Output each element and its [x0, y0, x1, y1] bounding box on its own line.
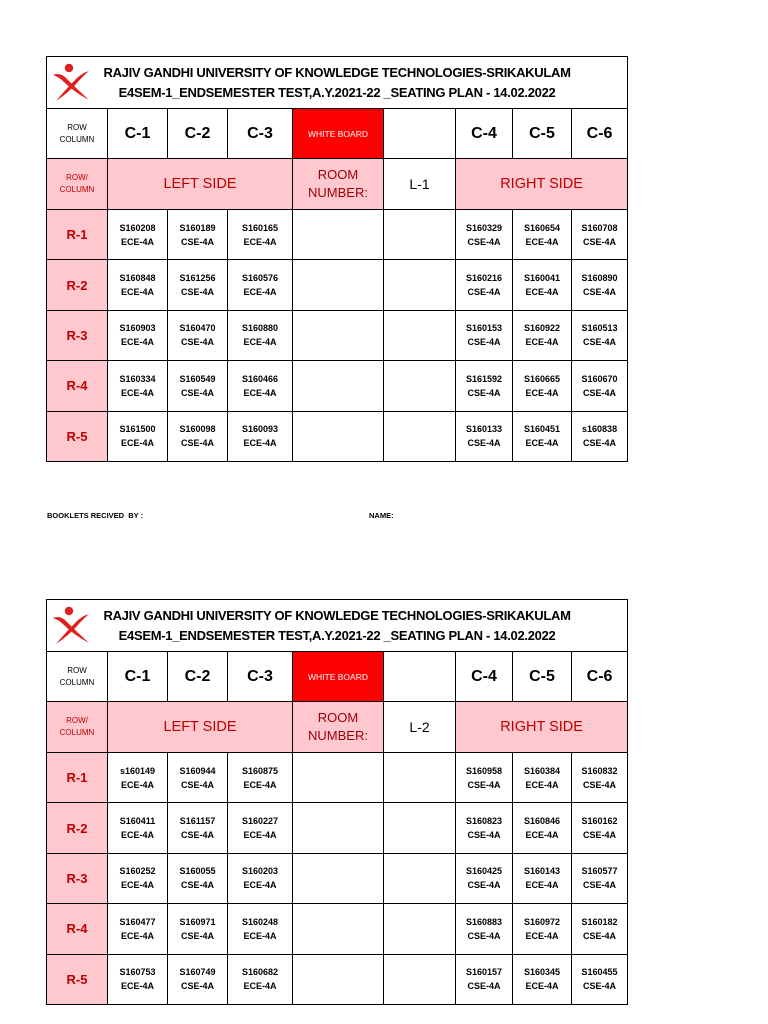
row-column-corner — [47, 652, 108, 702]
row-label: R-4 — [47, 361, 108, 411]
student-id: S160513 — [581, 323, 618, 334]
seat-cell — [168, 904, 228, 954]
empty-cell — [293, 310, 384, 360]
seat-cell — [513, 753, 572, 803]
seat-cell — [108, 361, 168, 411]
student-branch: ECE-4A — [120, 236, 154, 247]
seat-cell — [108, 904, 168, 954]
seat-cell — [228, 954, 293, 1004]
student-branch: ECE-4A — [243, 236, 277, 247]
seat-cell — [168, 361, 228, 411]
student-branch: ECE-4A — [120, 337, 154, 348]
seat-cell — [572, 954, 628, 1004]
university-logo-icon — [52, 62, 90, 102]
left-side-label: LEFT SIDE — [108, 159, 293, 210]
seat-cell — [108, 853, 168, 903]
column-header: C-2 — [168, 652, 228, 702]
student-id: S160203 — [241, 866, 279, 877]
student-id: S160345 — [523, 967, 561, 978]
seat-cell — [456, 954, 513, 1004]
seat-cell — [572, 753, 628, 803]
column-header: C-4 — [456, 109, 513, 159]
student-branch: ECE-4A — [243, 337, 277, 348]
column-header: C-3 — [228, 652, 293, 702]
seat-cell — [572, 260, 628, 310]
number-text: NUMBER: — [308, 728, 368, 743]
student-id: S160157 — [465, 967, 503, 978]
seat-cell — [228, 753, 293, 803]
student-branch: CSE-4A — [583, 236, 617, 247]
column-header: C-2 — [168, 109, 228, 159]
title-row — [47, 600, 628, 652]
student-id: S160577 — [581, 866, 618, 877]
student-id: S160549 — [179, 373, 216, 384]
seat-cell — [572, 361, 628, 411]
aisle-cell — [384, 109, 456, 159]
seat-cell — [108, 803, 168, 853]
student-branch: CSE-4A — [467, 337, 501, 348]
student-branch: CSE-4A — [467, 236, 501, 247]
row-text: ROW — [67, 122, 87, 132]
student-branch: CSE-4A — [467, 287, 501, 298]
student-id: S160143 — [523, 866, 561, 877]
empty-cell — [293, 803, 384, 853]
seat-cell — [228, 310, 293, 360]
student-id: S161157 — [179, 816, 216, 827]
seat-cell — [456, 310, 513, 360]
student-branch: CSE-4A — [180, 236, 214, 247]
seat-cell — [456, 260, 513, 310]
seating-plan-table — [46, 599, 628, 1005]
right-side-label: RIGHT SIDE — [456, 702, 628, 753]
student-id: S160165 — [241, 222, 279, 233]
student-id: S160216 — [465, 273, 503, 284]
student-branch: ECE-4A — [525, 438, 559, 449]
column-header: C-6 — [572, 652, 628, 702]
seat-cell — [456, 753, 513, 803]
student-branch: ECE-4A — [120, 387, 154, 398]
student-branch: CSE-4A — [583, 930, 617, 941]
student-branch: CSE-4A — [467, 387, 501, 398]
seat-cell — [168, 411, 228, 461]
student-id: S160753 — [119, 967, 156, 978]
room-number-label — [293, 159, 384, 210]
seat-cell — [108, 753, 168, 803]
student-id: S160189 — [179, 222, 216, 233]
row-column-corner — [47, 159, 108, 210]
row-column-corner — [47, 109, 108, 159]
empty-cell — [293, 954, 384, 1004]
student-branch: CSE-4A — [467, 779, 501, 790]
student-branch: CSE-4A — [180, 981, 214, 992]
seat-cell — [456, 210, 513, 260]
student-branch: ECE-4A — [525, 387, 559, 398]
row-label: R-3 — [47, 310, 108, 360]
seat-row — [47, 904, 628, 954]
number-text: NUMBER: — [308, 185, 368, 200]
seat-row — [47, 853, 628, 903]
student-id: S161592 — [465, 373, 503, 384]
column-header: C-6 — [572, 109, 628, 159]
student-branch: ECE-4A — [120, 779, 154, 790]
column-header-row — [47, 652, 628, 702]
empty-cell — [293, 411, 384, 461]
empty-cell — [384, 853, 456, 903]
student-branch: ECE-4A — [243, 981, 277, 992]
seat-cell — [168, 954, 228, 1004]
empty-cell — [293, 753, 384, 803]
seat-cell — [228, 803, 293, 853]
seat-cell — [513, 411, 572, 461]
university-logo-icon — [52, 605, 90, 645]
student-id: S160055 — [179, 866, 216, 877]
seat-cell — [168, 210, 228, 260]
student-branch: CSE-4A — [180, 779, 214, 790]
room-text: ROOM — [317, 710, 359, 725]
column-header: C-1 — [108, 109, 168, 159]
column-header: C-5 — [513, 652, 572, 702]
row-label: R-2 — [47, 803, 108, 853]
room-text: ROOM — [317, 167, 359, 182]
empty-cell — [293, 210, 384, 260]
student-id: s160838 — [582, 424, 618, 435]
student-branch: ECE-4A — [243, 779, 277, 790]
seat-cell — [228, 904, 293, 954]
student-id: S160329 — [465, 222, 503, 233]
empty-cell — [384, 803, 456, 853]
seat-cell — [228, 853, 293, 903]
exam-title: E4SEM-1_ENDSEMESTER TEST,A.Y.2021-22 _SEATING PLAN - 14.02.2022 — [118, 85, 556, 100]
student-id: S160182 — [581, 916, 618, 927]
column-text: COLUMN — [59, 677, 95, 687]
student-id: S160248 — [241, 916, 279, 927]
student-id: S161256 — [179, 273, 216, 284]
student-branch: ECE-4A — [120, 438, 154, 449]
student-branch: CSE-4A — [583, 779, 617, 790]
seat-cell — [513, 260, 572, 310]
seating-plan-table — [46, 56, 628, 462]
seat-cell — [108, 210, 168, 260]
column-header: C-3 — [228, 109, 293, 159]
empty-cell — [384, 954, 456, 1004]
seat-cell — [228, 260, 293, 310]
room-number-label — [293, 702, 384, 753]
seat-cell — [456, 361, 513, 411]
student-id: S160846 — [523, 816, 561, 827]
student-branch: CSE-4A — [583, 337, 617, 348]
column-text: COLUMN — [59, 728, 95, 737]
room-number-value: L-2 — [384, 702, 456, 753]
seat-cell — [513, 210, 572, 260]
row-text: ROW/ — [66, 173, 88, 182]
student-branch: CSE-4A — [180, 880, 214, 891]
name-label: NAME: — [369, 511, 394, 520]
seat-cell — [108, 310, 168, 360]
row-text: ROW — [67, 665, 87, 675]
student-branch: CSE-4A — [180, 337, 214, 348]
student-id: S160425 — [465, 866, 503, 877]
student-branch: ECE-4A — [243, 287, 277, 298]
empty-cell — [384, 310, 456, 360]
student-id: S160477 — [119, 916, 156, 927]
row-label: R-1 — [47, 753, 108, 803]
seat-cell — [456, 904, 513, 954]
column-text: COLUMN — [59, 134, 95, 144]
student-branch: ECE-4A — [120, 930, 154, 941]
row-label: R-2 — [47, 260, 108, 310]
student-id: S160665 — [523, 373, 561, 384]
student-id: S160451 — [523, 424, 561, 435]
empty-cell — [384, 904, 456, 954]
white-board-cell: WHITE BOARD — [293, 109, 384, 159]
student-id: S160972 — [523, 916, 561, 927]
seat-cell — [572, 210, 628, 260]
student-branch: CSE-4A — [467, 930, 501, 941]
column-header-row — [47, 109, 628, 159]
student-id: S160883 — [465, 916, 503, 927]
seat-cell — [513, 803, 572, 853]
student-branch: ECE-4A — [120, 287, 154, 298]
student-id: S160890 — [581, 273, 618, 284]
aisle-cell — [384, 652, 456, 702]
seat-cell — [572, 853, 628, 903]
seat-cell — [168, 853, 228, 903]
seat-row — [47, 954, 628, 1004]
student-id: S160098 — [179, 424, 216, 435]
student-branch: ECE-4A — [525, 930, 559, 941]
left-side-label: LEFT SIDE — [108, 702, 293, 753]
seat-cell — [228, 210, 293, 260]
title-row — [47, 57, 628, 109]
seat-cell — [168, 260, 228, 310]
student-id: S160922 — [523, 323, 561, 334]
student-id: S160654 — [523, 222, 561, 233]
student-branch: CSE-4A — [583, 387, 617, 398]
student-id: S160682 — [241, 967, 279, 978]
seat-row — [47, 361, 628, 411]
student-id: S160384 — [523, 765, 561, 776]
empty-cell — [384, 260, 456, 310]
student-id: S160823 — [465, 816, 503, 827]
seat-cell — [168, 310, 228, 360]
student-id: S160958 — [465, 765, 503, 776]
title-cell — [47, 600, 628, 652]
seat-cell — [513, 904, 572, 954]
student-id: S160227 — [241, 816, 279, 827]
student-branch: CSE-4A — [467, 438, 501, 449]
empty-cell — [384, 411, 456, 461]
student-branch: CSE-4A — [467, 981, 501, 992]
student-branch: ECE-4A — [243, 930, 277, 941]
seat-cell — [228, 361, 293, 411]
seat-cell — [513, 954, 572, 1004]
row-label: R-3 — [47, 853, 108, 903]
seat-row — [47, 260, 628, 310]
student-branch: CSE-4A — [180, 930, 214, 941]
student-branch: ECE-4A — [525, 779, 559, 790]
column-text: COLUMN — [59, 185, 95, 194]
student-branch: CSE-4A — [583, 981, 617, 992]
student-id: S160093 — [241, 424, 279, 435]
student-branch: CSE-4A — [180, 287, 214, 298]
empty-cell — [293, 361, 384, 411]
empty-cell — [293, 904, 384, 954]
student-id: S160903 — [119, 323, 156, 334]
student-branch: ECE-4A — [525, 880, 559, 891]
seat-cell — [456, 853, 513, 903]
row-column-corner — [47, 702, 108, 753]
empty-cell — [384, 753, 456, 803]
booklets-received-by-label: BOOKLETS RECIVED BY : — [47, 511, 144, 520]
seat-cell — [108, 260, 168, 310]
student-id: S160848 — [119, 273, 156, 284]
student-branch: ECE-4A — [525, 287, 559, 298]
student-id: S160411 — [119, 816, 156, 827]
seat-row — [47, 803, 628, 853]
seat-row — [47, 310, 628, 360]
university-name: RAJIV GANDHI UNIVERSITY OF KNOWLEDGE TECHNOLOGIES-SRIKAKULAM — [103, 608, 571, 623]
white-board-cell: WHITE BOARD — [293, 652, 384, 702]
student-id: S160749 — [179, 967, 216, 978]
seat-cell — [456, 803, 513, 853]
student-id: S160455 — [581, 967, 618, 978]
empty-cell — [384, 210, 456, 260]
student-branch: ECE-4A — [243, 438, 277, 449]
seat-cell — [108, 954, 168, 1004]
seat-cell — [168, 753, 228, 803]
column-header: C-5 — [513, 109, 572, 159]
seat-cell — [513, 361, 572, 411]
seat-cell — [168, 803, 228, 853]
student-branch: CSE-4A — [583, 438, 617, 449]
seat-cell — [572, 904, 628, 954]
student-id: S160832 — [581, 765, 618, 776]
student-branch: ECE-4A — [243, 830, 277, 841]
student-branch: CSE-4A — [583, 830, 617, 841]
student-id: S161500 — [119, 424, 156, 435]
student-branch: ECE-4A — [120, 880, 154, 891]
seat-row — [47, 753, 628, 803]
seat-cell — [513, 310, 572, 360]
student-id: S160944 — [179, 765, 216, 776]
student-branch: ECE-4A — [243, 880, 277, 891]
student-id: S160466 — [241, 373, 279, 384]
student-branch: ECE-4A — [243, 387, 277, 398]
seat-cell — [456, 411, 513, 461]
student-id: S160670 — [581, 373, 618, 384]
student-id: S160252 — [119, 866, 156, 877]
student-branch: CSE-4A — [467, 880, 501, 891]
column-header: C-4 — [456, 652, 513, 702]
student-id: s160149 — [119, 765, 156, 776]
student-branch: CSE-4A — [583, 287, 617, 298]
row-label: R-5 — [47, 954, 108, 1004]
student-branch: CSE-4A — [180, 387, 214, 398]
row-label: R-5 — [47, 411, 108, 461]
university-name: RAJIV GANDHI UNIVERSITY OF KNOWLEDGE TECHNOLOGIES-SRIKAKULAM — [103, 65, 571, 80]
student-id: S160041 — [523, 273, 561, 284]
student-id: S160153 — [465, 323, 503, 334]
student-branch: CSE-4A — [180, 830, 214, 841]
student-id: S160880 — [241, 323, 279, 334]
side-label-row — [47, 159, 628, 210]
student-branch: ECE-4A — [525, 236, 559, 247]
seat-cell — [108, 411, 168, 461]
column-header: C-1 — [108, 652, 168, 702]
exam-title: E4SEM-1_ENDSEMESTER TEST,A.Y.2021-22 _SEATING PLAN - 14.02.2022 — [118, 628, 556, 643]
side-label-row — [47, 702, 628, 753]
student-id: S160576 — [241, 273, 279, 284]
row-label: R-1 — [47, 210, 108, 260]
student-id: S160875 — [241, 765, 279, 776]
student-id: S160208 — [119, 222, 156, 233]
student-branch: CSE-4A — [583, 880, 617, 891]
student-id: S160971 — [179, 916, 216, 927]
row-text: ROW/ — [66, 716, 88, 725]
empty-cell — [293, 260, 384, 310]
student-branch: ECE-4A — [525, 830, 559, 841]
student-branch: ECE-4A — [525, 981, 559, 992]
student-branch: CSE-4A — [180, 438, 214, 449]
empty-cell — [293, 853, 384, 903]
student-id: S160470 — [179, 323, 216, 334]
seat-cell — [572, 803, 628, 853]
empty-cell — [384, 361, 456, 411]
student-id: S160133 — [465, 424, 503, 435]
student-branch: ECE-4A — [120, 830, 154, 841]
row-label: R-4 — [47, 904, 108, 954]
seat-cell — [572, 310, 628, 360]
seat-cell — [228, 411, 293, 461]
seat-row — [47, 210, 628, 260]
title-cell — [47, 57, 628, 109]
student-id: S160708 — [581, 222, 618, 233]
student-branch: ECE-4A — [525, 337, 559, 348]
room-number-value: L-1 — [384, 159, 456, 210]
seat-cell — [572, 411, 628, 461]
student-id: S160162 — [581, 816, 618, 827]
right-side-label: RIGHT SIDE — [456, 159, 628, 210]
student-branch: ECE-4A — [120, 981, 154, 992]
student-id: S160334 — [119, 373, 156, 384]
seat-row — [47, 411, 628, 461]
student-branch: CSE-4A — [467, 830, 501, 841]
seat-cell — [513, 853, 572, 903]
